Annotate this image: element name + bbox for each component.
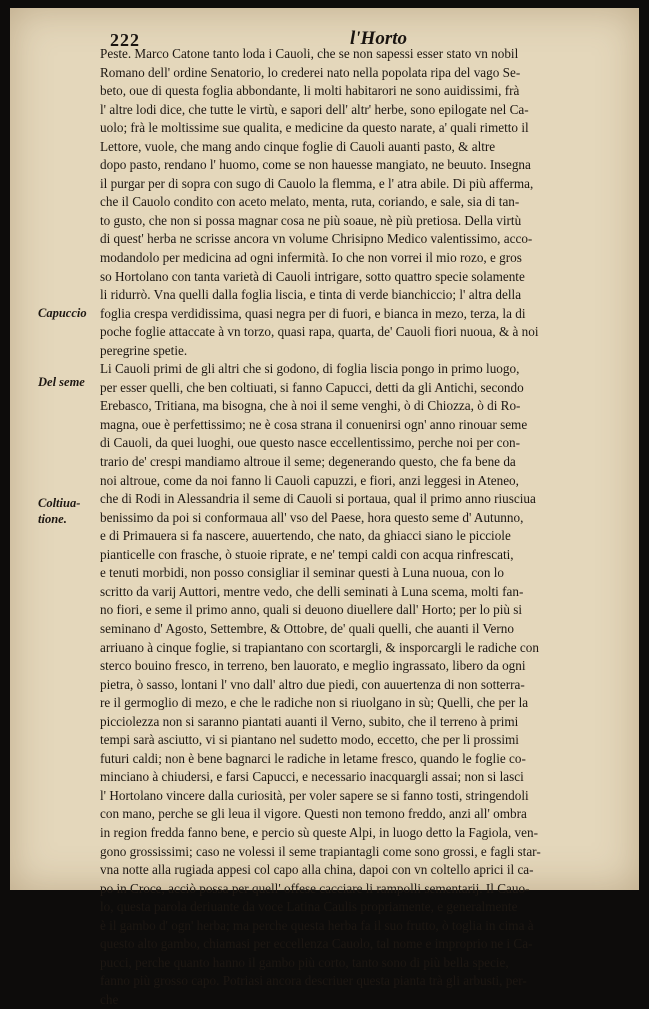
text-line: uolo; frà le moltissime sue qualita, e medicine da questo narate, a' quali rimetto il: [100, 120, 529, 136]
margin-note-capuccio: Capuccio: [38, 306, 87, 320]
text-line: Romano dell' ordine Senatorio, lo crederei nato nella popolata ripa del vago Se-: [100, 64, 521, 80]
margin-note-coltiuatione: [38, 495, 100, 527]
text-line: picciolezza non si saranno piantati auanti il Verno, subito, che il terreno à primi: [100, 713, 519, 729]
text-line: che il Cauolo condito con aceto melato, menta, ruta, coriando, e sale, sia di tan-: [100, 194, 520, 210]
text-line: so Hortolano con tanta varietà di Cauoli intrigare, sotto quattro specie solamente: [100, 268, 525, 284]
text-line: questo alto gambo, chiamasi per eccellenza Cauolo, tal nome e improprio ne i Ca-: [100, 936, 533, 952]
text-line: peregrine spetie.: [100, 342, 188, 358]
text-line: di quest' herba ne scrisse ancora vn volume Chrisipno Medico valentissimo, acco-: [100, 231, 533, 247]
page-number: 222: [110, 30, 140, 50]
text-line: in region fredda fanno bene, e percio sù queste Alpi, in luogo detto la Fagiola, ven-: [100, 824, 538, 840]
text-line: l' altre lodi dice, che tutte le virtù, e sapori dell' altr' herbe, sono epilogate nel Ca-: [100, 101, 529, 117]
text-line: re il germoglio di mezo, e che le radiche non si riuolgano in sù; Quelli, che per la: [100, 695, 529, 711]
text-line: di Cauoli, da quei luoghi, oue questo nasce eccellentissimo, perche noi per con-: [100, 435, 521, 451]
text-line: foglia crespa verdidissima, quasi negra per di fuori, e bianca in mezo, terza, la di: [100, 305, 526, 321]
text-line: tempi sarà asciutto, vi si piantano nel sudetto modo, eccetto, che per li prossimi: [100, 732, 519, 748]
text-line: to gusto, che non si possa magnar cosa ne più soaue, nè più pretiosa. Della virtù: [100, 212, 522, 228]
text-line: no fiori, e seme il primo anno, quali si deuono diuellere dall' Horto; per lo più si: [100, 602, 523, 618]
text-line: modandolo per medicina ad ogni infermità. Io che non vorrei il mio rozo, e gros: [100, 250, 522, 266]
text-line: dopo pasto, rendano l' huomo, come se non hauesse mangiato, ne beuuto. Insegna: [100, 157, 531, 173]
text-line: il purgar per di sopra con sugo di Cauolo la flemma, e l' atra abile. Di più afferma,: [100, 175, 534, 191]
text-line: Peste. Marco Catone tanto loda i Cauoli, che se non sapessi esser stato vn nobil: [100, 46, 519, 61]
text-line: e di Primauera si fa nascere, auuertendo, che nato, da ghiacci siano le picciole: [100, 528, 511, 544]
body-text: [100, 45, 630, 1009]
text-line: Erebasco, Tritiana, ma bisogna, che à noi il seme venghi, ò di Chiozza, ò di Ro-: [100, 398, 521, 414]
text-line: lo, questa parola deriuante da voce Latina Caulis propriamente, e generalmente: [100, 899, 518, 915]
text-line: benissimo da poi si conformaua all' vso del Paese, hora questo seme d' Autunno,: [100, 509, 524, 525]
text-line: sterco bouino fresco, in terreno, ben lauorato, e meglio ingrassato, libero da ogni: [100, 658, 526, 674]
text-line: pietra, ò sasso, lontani l' vno dall' altro due piedi, con auuertenza di non sotterra-: [100, 676, 525, 692]
text-line: è il gambo d' ogn' herba; ma perche questa herba fa il suo frutto, ò toglia in cima à: [100, 917, 534, 933]
text-line: pianticelle con frasche, ò stuoie riprate, e ne' tempi caldi con acqua rinfrescati,: [100, 546, 514, 562]
text-line: beto, oue di questa foglia abbondante, li molti habitarori ne sono auidissimi, frà: [100, 83, 520, 99]
margin-note-coltiuatione-line-2: tione.: [38, 512, 67, 526]
text-line: pucci, perche quanto hanno il gambo più corto, tanto sono di più bella specie,: [100, 954, 509, 970]
margin-note-del-seme: Del seme: [38, 375, 85, 389]
text-line: li ridurrò. Vna quelli dalla foglia liscia, e tinta di verde bianchiccio; l' altra della: [100, 287, 522, 303]
text-line: noi altroue, come da noi fanno li Cauoli capuzzi, e fiori, anzi leggesi in Ateneo,: [100, 472, 519, 488]
text-line: gono grossissimi; caso ne volessi il seme trapiantagli come sono grossi, e fagli star-: [100, 843, 541, 859]
text-line: e tenuti morbidi, non posso consigliar il seminar questi à Luna nuoua, con lo: [100, 565, 504, 581]
text-line: magna, oue è perfettissimo; ne è cosa strana il conuenirsi ogn' anno rinouar seme: [100, 416, 528, 432]
text-line: per esser quelli, che ben coltiuati, si fanno Capucci, detti da gli Antichi, secondo: [100, 379, 524, 395]
text-line: poche foglie attaccate à vn torzo, quasi rapa, quarta, de' Cauoli fiori nuoua, & à noi: [100, 324, 539, 340]
text-line: vna notte alla rugiada appesi col capo alla china, dapoi con vn coltello aprici il ca-: [100, 862, 534, 878]
text-line: che: [100, 991, 119, 1007]
text-line: arriuano à cinque foglie, si trapiantano con scortargli, & insporcargli le radiche con: [100, 639, 539, 655]
text-line: Li Cauoli primi de gli altri che si godono, di foglia liscia pongo in primo luogo,: [100, 361, 520, 377]
text-line: minciano à chiudersi, e farsi Capucci, e necessario inacquargli assai; non si lasci: [100, 769, 524, 785]
text-line: seminano d' Agosto, Settembre, & Ottobre, de' quali quelli, che auanti il Verno: [100, 620, 514, 636]
text-line: trario de' crespi mandiamo altroue il seme; degenerando questo, che fa bene da: [100, 454, 516, 470]
text-line: l' Hortolano vincere dalla curiosità, per voler sapere se si fanno tosti, stringendoli: [100, 787, 529, 803]
text-line: con mano, perche se gli leua il vigore. Questi non temono freddo, anzi all' ombra: [100, 806, 527, 822]
text-line: che di Rodi in Alessandria il seme di Cauoli si portaua, qual il primo anno riusciua: [100, 491, 536, 507]
text-line: scritto da varij Auttori, mentre vedo, che delli seminati à Luna scema, molti fan-: [100, 583, 524, 599]
running-title: l'Horto: [350, 28, 408, 49]
margin-note-coltiuatione-line-1: Coltiua-: [38, 496, 81, 510]
text-line: Lettore, vuole, che mang ando cinque foglie di Cauoli auanti pasto, & altre: [100, 138, 496, 154]
text-line: po in Croce, acciò possa per quell' offese cacciare li rampolli sementarij. Il Cauo-: [100, 880, 530, 896]
text-line: fanno più grosso capo. Potriasi ancora descriuer questa pianta trà gli arbusti, per-: [100, 973, 527, 989]
text-line: futuri caldi; non è bene bagnarci le radiche in letame fresco, quando le foglie co-: [100, 750, 526, 766]
